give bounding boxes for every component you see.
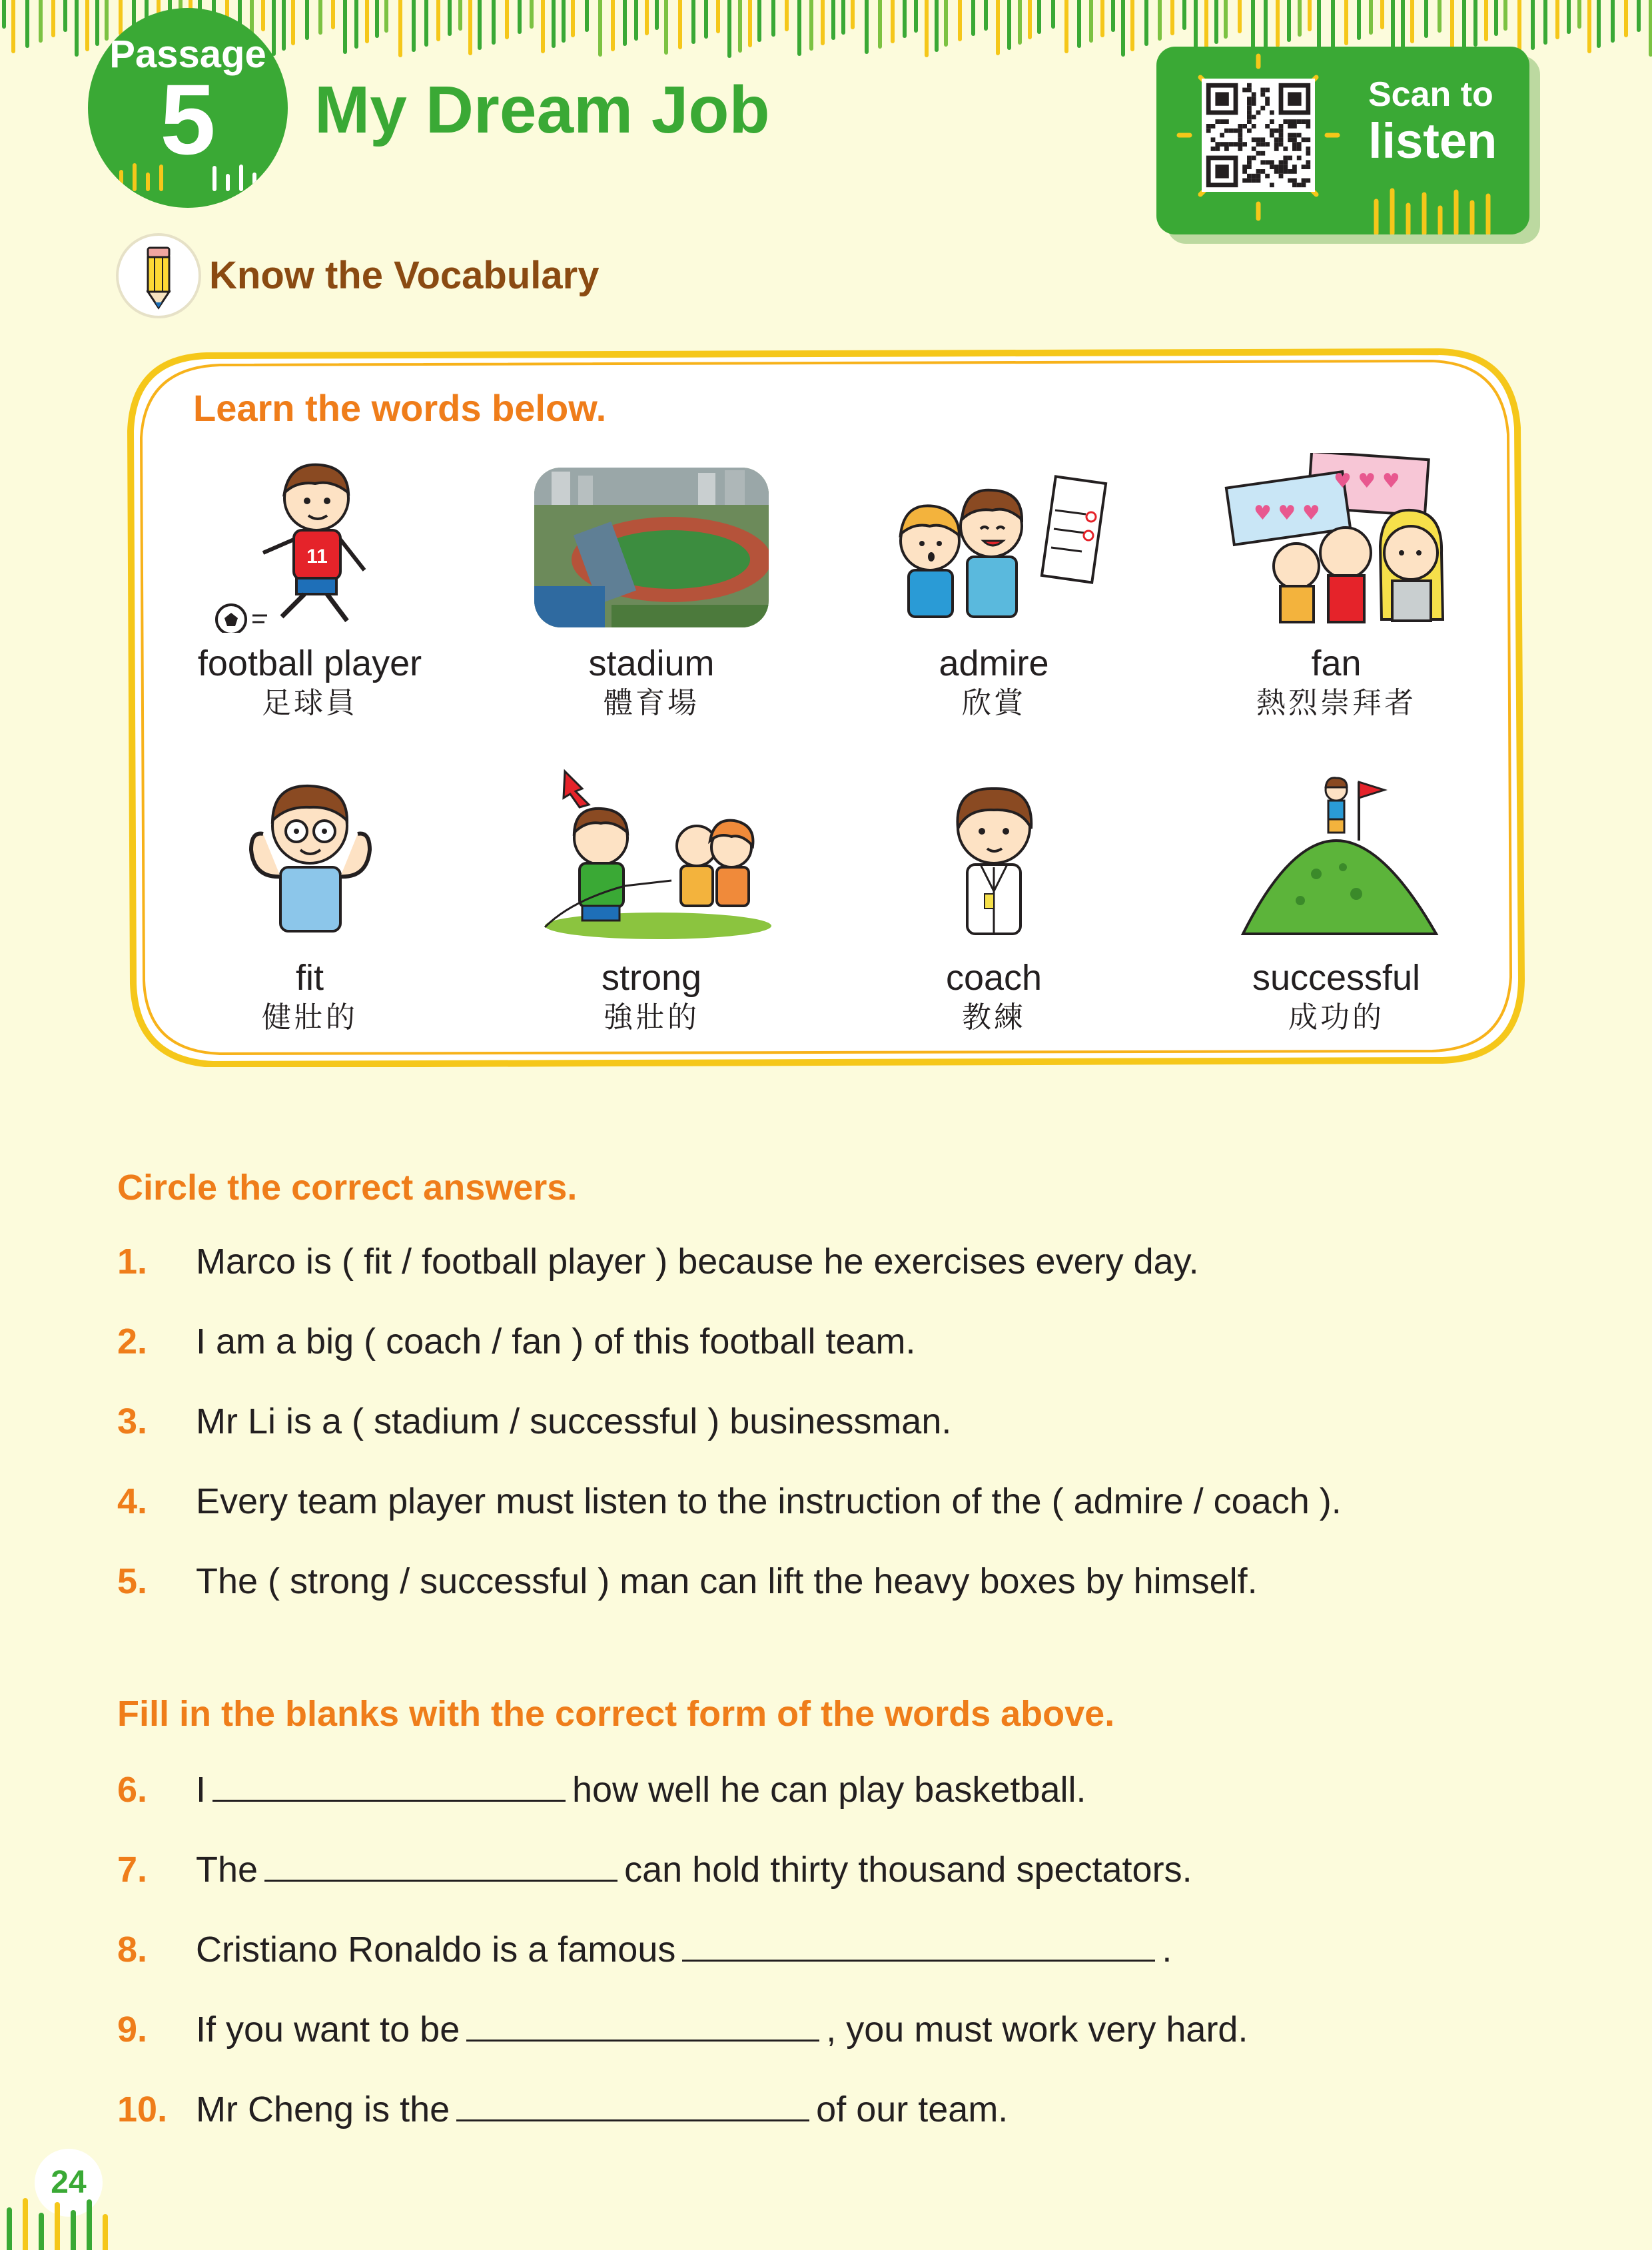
question-text-after: , you must work very hard. — [826, 2010, 1248, 2050]
answer-blank[interactable] — [466, 2006, 819, 2042]
vocab-translation: 欣賞 — [962, 686, 1026, 720]
question-6 — [117, 1766, 1086, 1811]
vocab-item-admire — [821, 453, 1167, 722]
question-text-before: Cristiano Ronaldo is a famous — [196, 1930, 676, 1970]
svg-text:♥ ♥ ♥: ♥ ♥ ♥ — [1254, 502, 1320, 525]
football-player-icon — [190, 453, 430, 633]
answer-blank[interactable] — [682, 1926, 1155, 1962]
question-number: 7. — [117, 1850, 148, 1890]
passage-number: 5 — [160, 63, 216, 175]
passage-label: Passage — [109, 33, 266, 76]
scan-label: Scan to — [1368, 75, 1493, 114]
scan-to-listen-panel[interactable] — [1156, 47, 1529, 234]
vocab-word: successful — [1252, 958, 1421, 998]
question-9 — [117, 2006, 1248, 2051]
vocabulary-title: Know the Vocabulary — [209, 254, 600, 297]
question-text-after: of our team. — [816, 2089, 1009, 2129]
question-text: I am a big ( coach / fan ) of this football team. — [196, 1321, 916, 1361]
question-text-after: can hold thirty thousand spectators. — [624, 1850, 1192, 1890]
fit-icon — [190, 767, 430, 947]
vocab-item-stadium — [478, 453, 825, 722]
bottom-stripe-decoration — [0, 2197, 120, 2250]
question-number: 2. — [117, 1321, 148, 1361]
answer-blank[interactable] — [456, 2086, 809, 2121]
vocab-translation: 健壯的 — [262, 1000, 358, 1034]
question-3 — [117, 1400, 951, 1443]
admire-icon — [874, 453, 1114, 633]
learn-words-instruction: Learn the words below. — [193, 387, 607, 429]
question-number: 5. — [117, 1561, 148, 1601]
question-text-before: I — [196, 1770, 206, 1810]
question-text-before: The — [196, 1850, 258, 1890]
vocab-word: coach — [945, 958, 1042, 998]
pencil-badge — [116, 233, 201, 318]
vocab-item-successful — [1163, 767, 1509, 1036]
question-number: 6. — [117, 1770, 148, 1810]
grass-icon — [115, 159, 261, 192]
vocab-translation: 強壯的 — [604, 1000, 699, 1034]
successful-icon — [1216, 767, 1456, 947]
question-1 — [117, 1240, 1199, 1283]
vocab-item-strong — [478, 767, 825, 1036]
question-text: Marco is ( fit / football player ) because he exercises every day. — [196, 1242, 1199, 1282]
vocab-item-football-player — [137, 453, 483, 722]
vocab-word: stadium — [588, 643, 715, 683]
listen-label: listen — [1368, 113, 1497, 169]
question-text: Mr Li is a ( stadium / successful ) businessman. — [196, 1401, 952, 1441]
vocab-translation: 熱烈崇拜者 — [1256, 686, 1416, 720]
vocab-word: football player — [197, 643, 422, 683]
question-text-after: how well he can play basketball. — [572, 1770, 1086, 1810]
page-number: 24 — [35, 2149, 103, 2217]
vocab-word: fan — [1311, 643, 1362, 683]
vocab-item-fan — [1163, 453, 1509, 722]
answer-blank[interactable] — [264, 1846, 618, 1882]
stadium-photo — [532, 453, 771, 633]
question-text-after: . — [1162, 1930, 1172, 1970]
question-10 — [117, 2086, 1008, 2131]
vocab-item-coach — [821, 767, 1167, 1036]
vocab-translation: 體育場 — [604, 686, 699, 720]
fill-section-title: Fill in the blanks with the correct form of the words above. — [117, 1694, 1115, 1734]
vocab-translation: 成功的 — [1288, 1000, 1384, 1034]
question-number: 8. — [117, 1930, 148, 1970]
question-2 — [117, 1320, 916, 1363]
question-4 — [117, 1480, 1342, 1523]
question-number: 4. — [117, 1481, 148, 1521]
question-number: 3. — [117, 1401, 148, 1441]
circle-section-title: Circle the correct answers. — [117, 1168, 578, 1208]
passage-badge — [88, 8, 288, 208]
vocab-item-fit — [137, 767, 483, 1036]
question-text: Every team player must listen to the instruction of the ( admire / coach ). — [196, 1481, 1342, 1521]
question-text: The ( strong / successful ) man can lift the heavy boxes by himself. — [196, 1561, 1258, 1601]
page-title: My Dream Job — [314, 73, 770, 147]
grass-icon — [1370, 181, 1503, 234]
answer-blank[interactable] — [212, 1766, 566, 1802]
pencil-icon — [119, 236, 199, 316]
question-number: 1. — [117, 1242, 148, 1282]
question-5 — [117, 1560, 1258, 1603]
vocab-word: fit — [295, 958, 324, 998]
qr-code-icon[interactable] — [1202, 79, 1315, 192]
question-text-before: If you want to be — [196, 2010, 460, 2050]
vocab-translation: 教練 — [962, 1000, 1026, 1034]
vocab-word: admire — [939, 643, 1049, 683]
vocab-word: strong — [601, 958, 702, 998]
question-8 — [117, 1926, 1172, 1971]
question-number: 10. — [117, 2089, 168, 2129]
fan-icon — [1216, 453, 1456, 633]
vocab-translation: 足球員 — [262, 686, 358, 720]
strong-icon — [532, 767, 771, 947]
question-7 — [117, 1846, 1192, 1891]
question-text-before: Mr Cheng is the — [196, 2089, 450, 2129]
question-number: 9. — [117, 2010, 148, 2050]
svg-text:11: 11 — [306, 546, 328, 567]
svg-text:♥ ♥ ♥: ♥ ♥ ♥ — [1334, 470, 1400, 493]
coach-icon — [874, 767, 1114, 947]
